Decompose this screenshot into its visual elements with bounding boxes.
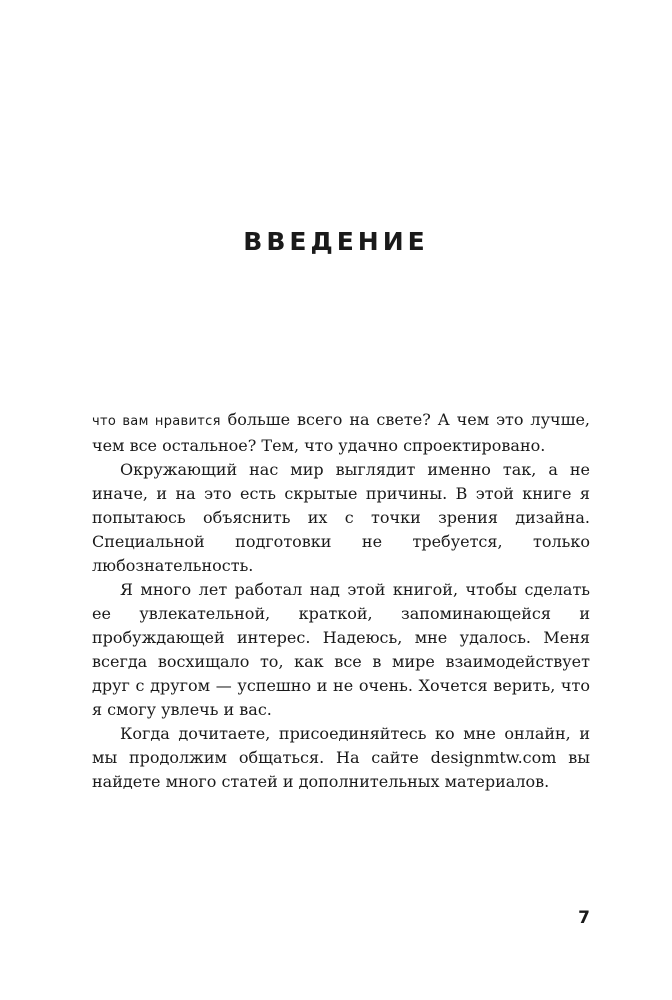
body-text — [92, 408, 590, 794]
paragraph-1 — [92, 408, 590, 458]
lead-in: что вам нравится — [92, 414, 221, 429]
paragraph-1-text: больше всего на свете? А чем это лучше, чем все остальное? Тем, что удачно спроектировано. — [92, 410, 590, 455]
page-number: 7 — [578, 908, 590, 928]
paragraph-4: Когда дочитаете, присоединяйтесь ко мне онлайн, и мы продолжим общаться. На сайте designmtw.com вы найдете много статей и дополнительных материалов. — [92, 724, 590, 791]
paragraph-3: Я много лет работал над этой книгой, чтобы сделать ее увлекательной, краткой, запоминающейся и пробуждающей интерес. Надеюсь, мне удалось. Меня всегда восхищало то, как все в мире взаимодействует друг с другом — успешно и не очень. Хочется верить, что я смогу увлечь и вас. — [92, 580, 590, 719]
paragraph-2: Окружающий нас мир выглядит именно так, а не иначе, и на это есть скрытые причины. В этой книге я попытаюсь объяснить их с точки зрения дизайна. Специальной подготовки не требуется, только любознательность. — [92, 460, 590, 575]
chapter-title: ВВЕДЕНИЕ — [243, 227, 429, 256]
